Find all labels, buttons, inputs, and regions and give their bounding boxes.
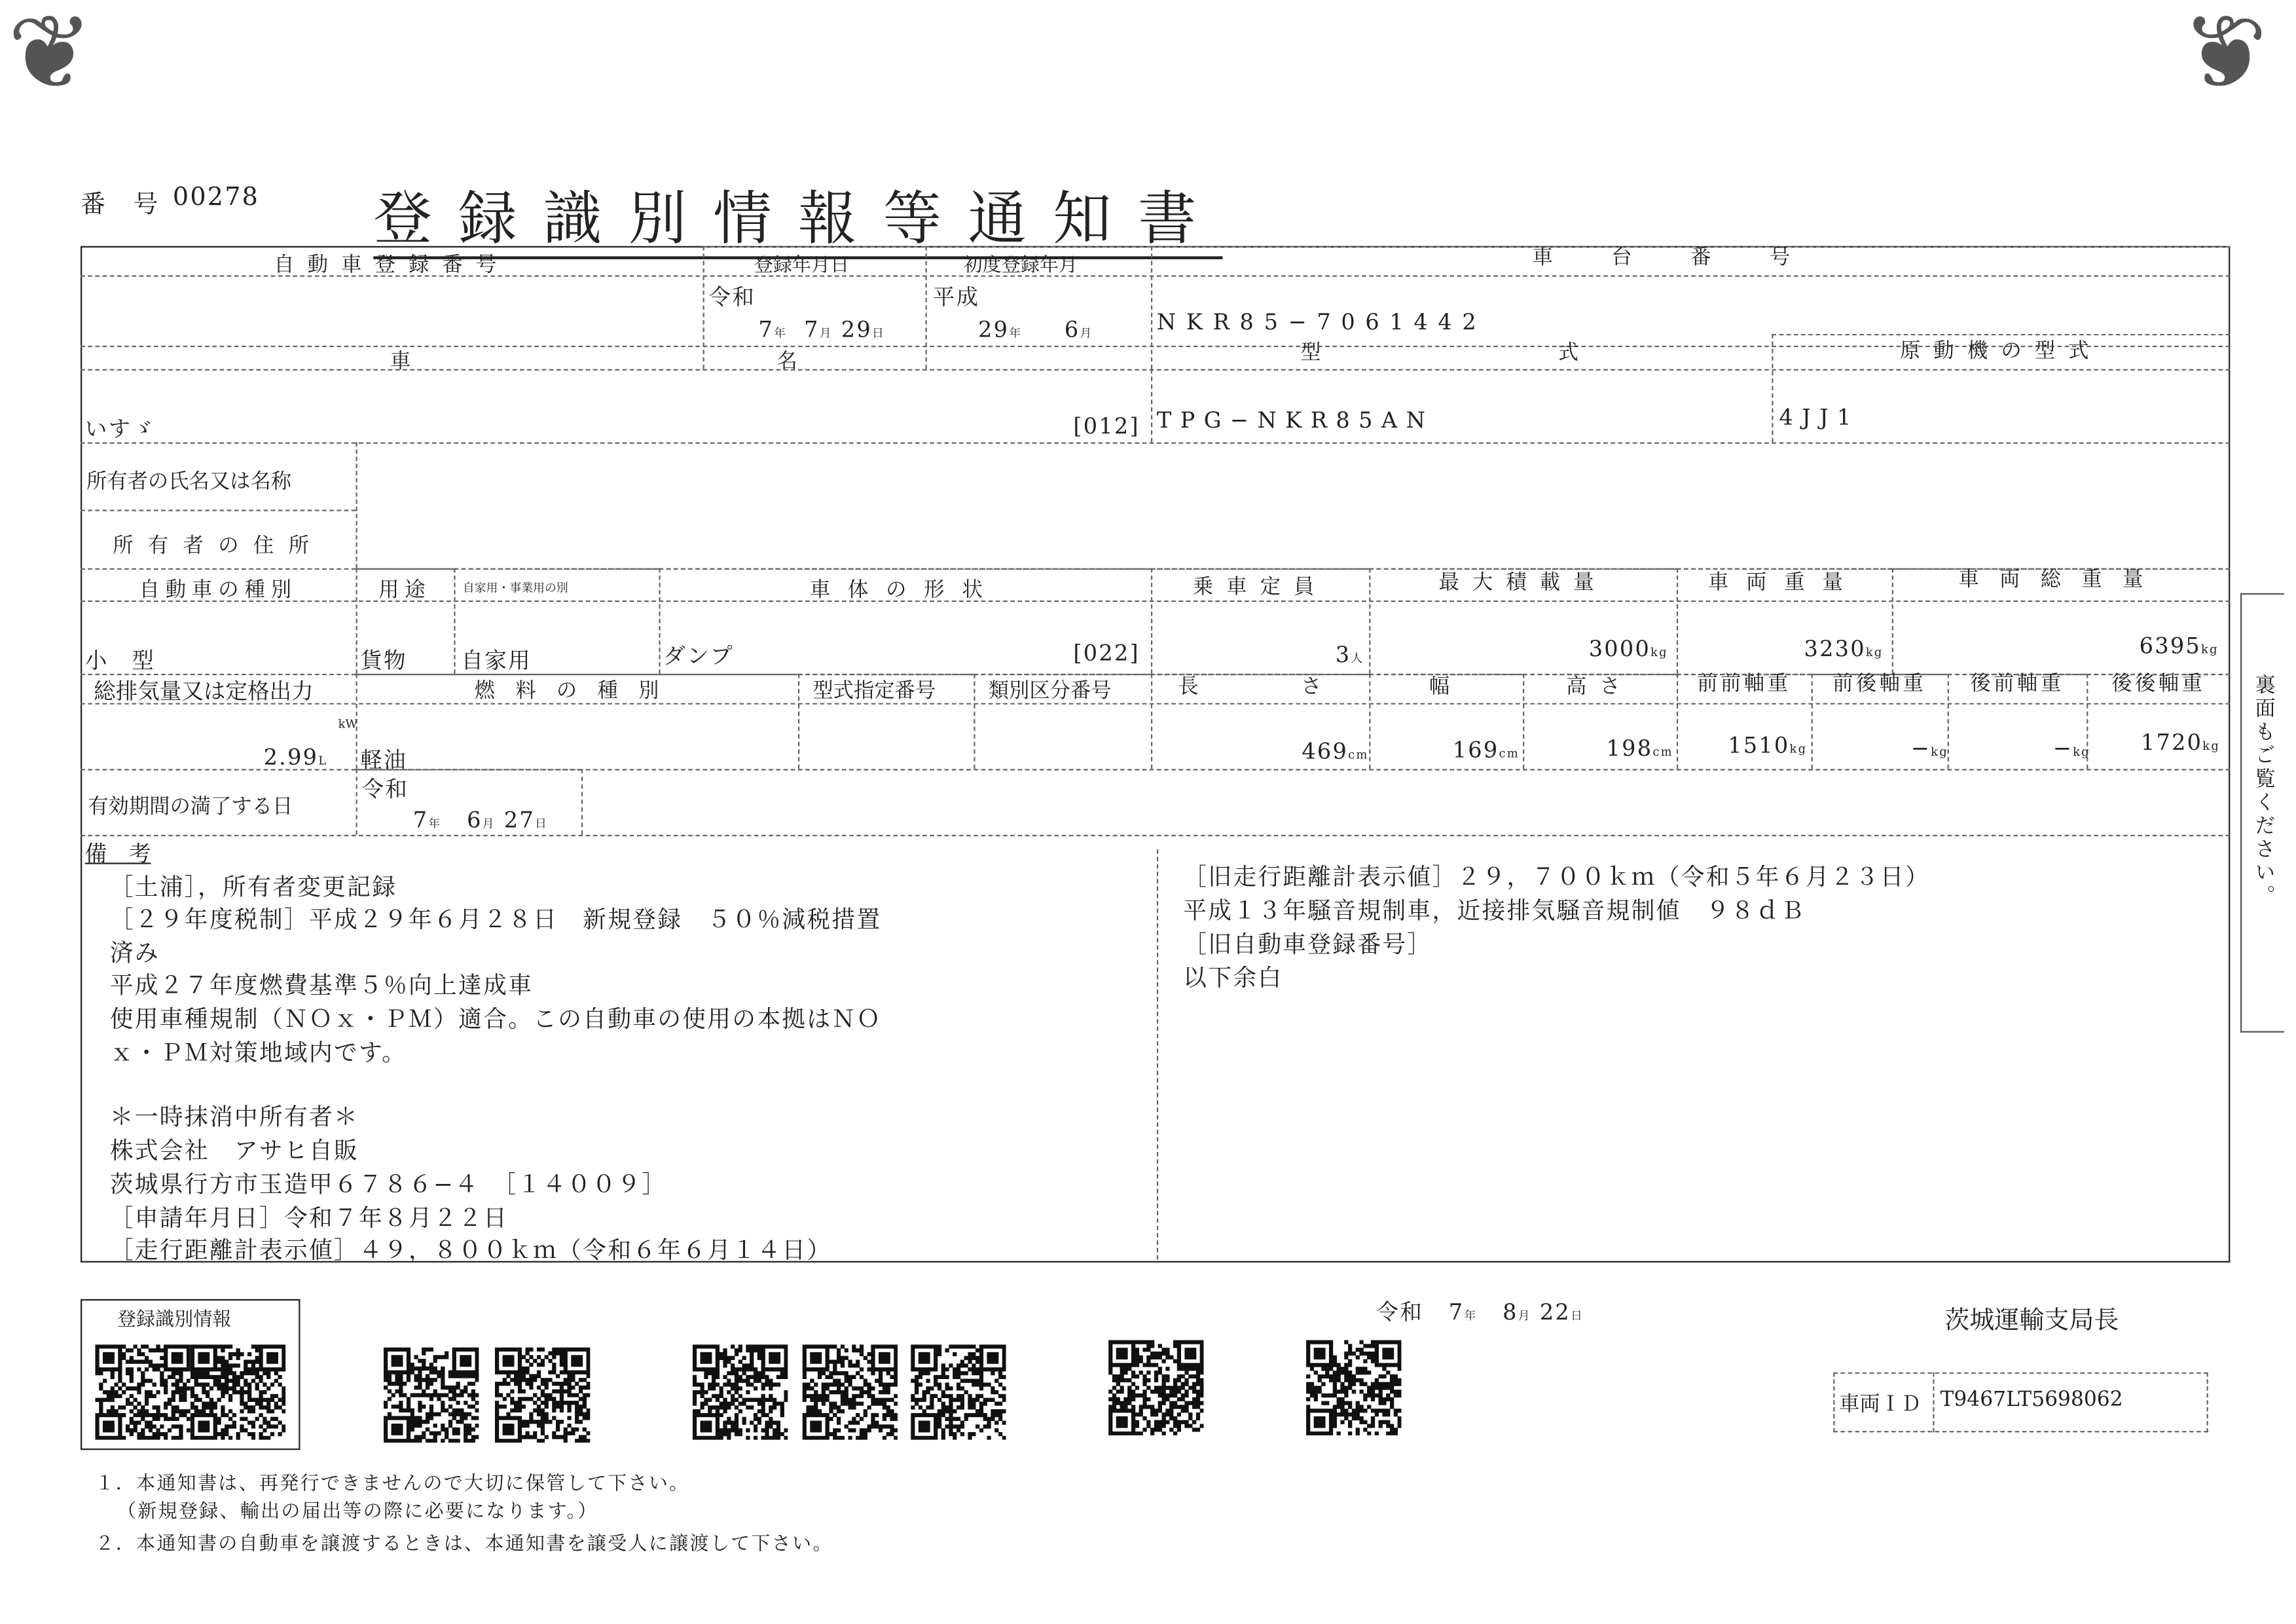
fr-axle-label: 前後軸重 [1832,672,1927,696]
displacement-value [264,744,328,770]
qr-code-icon [1306,1340,1401,1441]
unit: 月 [482,817,496,831]
kw-unit: kW [338,717,357,731]
divider [81,442,2230,443]
first-reg-value [978,316,1093,342]
divider [581,769,583,835]
unit: L [318,754,328,767]
qr-code-icon [495,1348,590,1449]
value: 3230 [1804,635,1866,662]
remark-line: 茨城県行方市玉造甲６７８６−４ ［１４００９］ [109,1170,667,1198]
unit: 日 [871,326,886,340]
owner-name-label: 所有者の氏名又は名称 [86,470,292,494]
unit: 年 [1009,326,1023,340]
private-use: 自家用 [461,647,532,674]
body-label: 車体の形状 [809,578,1000,602]
divider [1151,369,1152,443]
divider [81,509,355,511]
reg-date-value [759,316,886,342]
remark-line: 平成２７年度燃費基準５％向上達成車 [109,970,534,999]
qr-code-icon [1108,1340,1203,1441]
rf-axle-label: 後前軸重 [1970,672,2064,696]
year: 7 [412,807,429,834]
divider [81,835,2230,836]
remark-line: ［申請年月日］令和７年８月２２日 [109,1204,509,1232]
month: 8 [1503,1299,1518,1326]
remark-line: ［旧走行距離計表示値］２９，７００ｋｍ（令和５年６月２３日） [1183,862,1930,891]
qr-code-icon [384,1348,479,1449]
gross-weight-value [2140,633,2219,659]
remark-line: ［土浦］，所有者変更記録 [109,873,397,901]
divider [81,369,2230,371]
divider [81,275,2230,276]
value: − [2052,735,2073,762]
month: 7 [804,316,820,343]
month: 6 [1064,316,1080,343]
reg-number-label: 自動車登録番号 [274,253,510,277]
unit: kg [1650,646,1668,659]
gross-weight-label: 車両総重量 [1958,568,2164,592]
corner-ornament-icon: ❦ [7,0,94,113]
qr-box-label: 登録識別情報 [117,1309,232,1332]
first-reg-label: 初度登録年月 [963,255,1078,277]
unit: cm [1348,748,1369,762]
owner-address-label: 所有者の住所 [113,534,324,559]
height-value [1607,735,1673,762]
document-number: 00278 [172,183,260,213]
unit: 日 [534,817,549,831]
type-label: 自動車の種別 [139,578,298,602]
chassis-number: NKR85−7061442 [1156,308,1487,336]
car-name-code: [012] [1073,413,1140,439]
rr-axle-value [2141,729,2220,756]
engine-model: 4JJ1 [1779,404,1860,431]
model: TPG−NKR85AN [1156,407,1434,434]
value: 469 [1302,738,1349,765]
fuel-label: 燃料の種別 [474,679,680,703]
remark-line: ｘ・ＰＭ対策地域内です。 [109,1038,407,1067]
remark-line: 済み [109,938,160,967]
footer-note-1-sub: （新規登録、輸出の届出等の際に必要になります。） [117,1501,598,1524]
corner-ornament-icon: ❦ [2181,0,2268,113]
weight-value [1804,636,1883,662]
footer-note-1: １．本通知書は、再発行できませんので大切に保管して下さい。 [95,1473,690,1496]
unit: 人 [1351,652,1364,665]
qr-code-icon [803,1344,898,1445]
remark-line: ＊一時抹消中所有者＊ [109,1103,359,1131]
day: 29 [841,316,872,343]
divider [1933,1373,1934,1433]
use-label: 用途 [378,578,431,602]
height-label: 高さ [1566,675,1633,699]
expiry-era: 令和 [361,776,409,803]
divider [1157,849,1158,1259]
length-value [1302,738,1368,764]
unit: kg [2201,642,2219,656]
fuel-type: 軽油 [360,747,407,773]
remark-line: 株式会社 アサヒ自販 [109,1136,359,1165]
unit: cm [1499,747,1520,760]
value: 2.99 [263,744,319,771]
expiry-label: 有効期間の満了する日 [88,795,293,819]
remark-line: ［２９年度税制］平成２９年６月２８日 新規登録 ５０％減税措置 [109,905,882,933]
value: 198 [1606,735,1653,762]
remark-line: ［走行距離計表示値］４９，８００ｋｍ（令和６年６月１４日） [109,1236,832,1264]
reg-date-label: 登録年月日 [754,255,850,277]
model-label: 型 式 [1300,341,1623,365]
unit: 年 [1464,1309,1478,1323]
value: 1720 [2140,729,2203,756]
max-load-label: 最大積載量 [1438,571,1607,595]
month: 6 [467,807,483,834]
ff-axle-label: 前前軸重 [1697,672,1791,696]
year: 29 [978,316,1010,343]
use: 貨物 [360,647,407,674]
unit: 月 [819,326,833,340]
unit: 月 [1518,1309,1531,1323]
unit: 年 [428,817,442,831]
unit: 日 [1570,1309,1584,1323]
value: 169 [1452,737,1499,764]
unit: kg [2073,745,2090,759]
footer-note-2: ２．本通知書の自動車を譲渡するときは、本通知書を譲受人に譲渡して下さい。 [95,1533,833,1556]
first-reg-era: 平成 [932,284,980,311]
qr-code-icon [191,1344,285,1445]
capacity-value [1336,642,1364,668]
unit: kg [1789,742,1808,756]
value: 3000 [1588,635,1651,662]
max-load-value [1589,636,1668,662]
ff-axle-value [1728,732,1807,758]
divider [355,442,357,568]
expiry-value [413,807,548,833]
issuer: 茨城運輸支局長 [1944,1306,2119,1336]
day: 22 [1539,1299,1571,1326]
page-title: 登録識別情報等通知書 [373,173,1222,259]
category-label: 類別区分番号 [988,679,1112,703]
remarks-label: 備 考 [84,840,151,868]
unit: kg [1865,646,1884,659]
length-label: 長 さ [1178,675,1342,699]
body-shape: ダンプ [663,642,734,670]
unit: kg [2202,739,2221,753]
width-value [1453,737,1520,763]
value: 6395 [2139,633,2202,659]
car-name: いすゞ [84,416,156,443]
fr-axle-value [1911,735,1948,762]
issue-date [1376,1296,1584,1327]
year: 7 [758,316,774,343]
weight-label: 車両重量 [1707,571,1861,595]
chassis-label: 車台番号 [1532,246,1849,270]
number-label: 番 号 [81,190,160,220]
value: 1510 [1728,732,1790,759]
vehicle-type: 小 型 [84,647,156,674]
car-name-label: 車 名 [390,350,841,374]
day: 27 [503,807,535,834]
body-code: [022] [1073,640,1140,667]
vehicle-id-label: 車両ＩＤ [1839,1393,1922,1416]
unit: cm [1652,745,1673,759]
year: 7 [1448,1299,1465,1326]
unit: kg [1931,745,1948,759]
era: 令和 [1376,1299,1424,1326]
capacity-label: 乗車定員 [1192,575,1328,599]
qr-code-icon [693,1344,788,1445]
remark-line: 以下余白 [1183,963,1283,992]
rr-axle-label: 後後軸重 [2111,672,2206,696]
type-designation-label: 型式指定番号 [812,679,936,703]
engine-label: 原動機の型式 [1899,339,2102,363]
vehicle-id: T9467LT5698062 [1940,1388,2123,1412]
qr-code-icon [95,1344,190,1445]
private-label: 自家用・事業用の別 [462,581,568,595]
remark-line: ［旧自動車登録番号］ [1183,930,1432,958]
reg-date-era: 令和 [708,284,756,311]
unit: 月 [1080,326,1093,340]
value: − [1910,735,1931,762]
width-label: 幅 [1429,675,1463,699]
remark-line: 使用車種規制（ＮＯｘ・ＰＭ）適合。この自動車の使用の本拠はＮＯ [109,1005,882,1033]
value: 3 [1335,641,1351,668]
unit: 年 [774,326,788,340]
side-note: 裏面もご覧ください。 [2251,673,2276,908]
remark-line: 平成１３年騒音規制車，近接排気騒音規制値 ９８ｄＢ [1183,896,1806,925]
qr-code-icon [911,1344,1006,1445]
rf-axle-value [2053,735,2090,762]
displacement-label: 総排気量又は定格出力 [94,678,314,705]
